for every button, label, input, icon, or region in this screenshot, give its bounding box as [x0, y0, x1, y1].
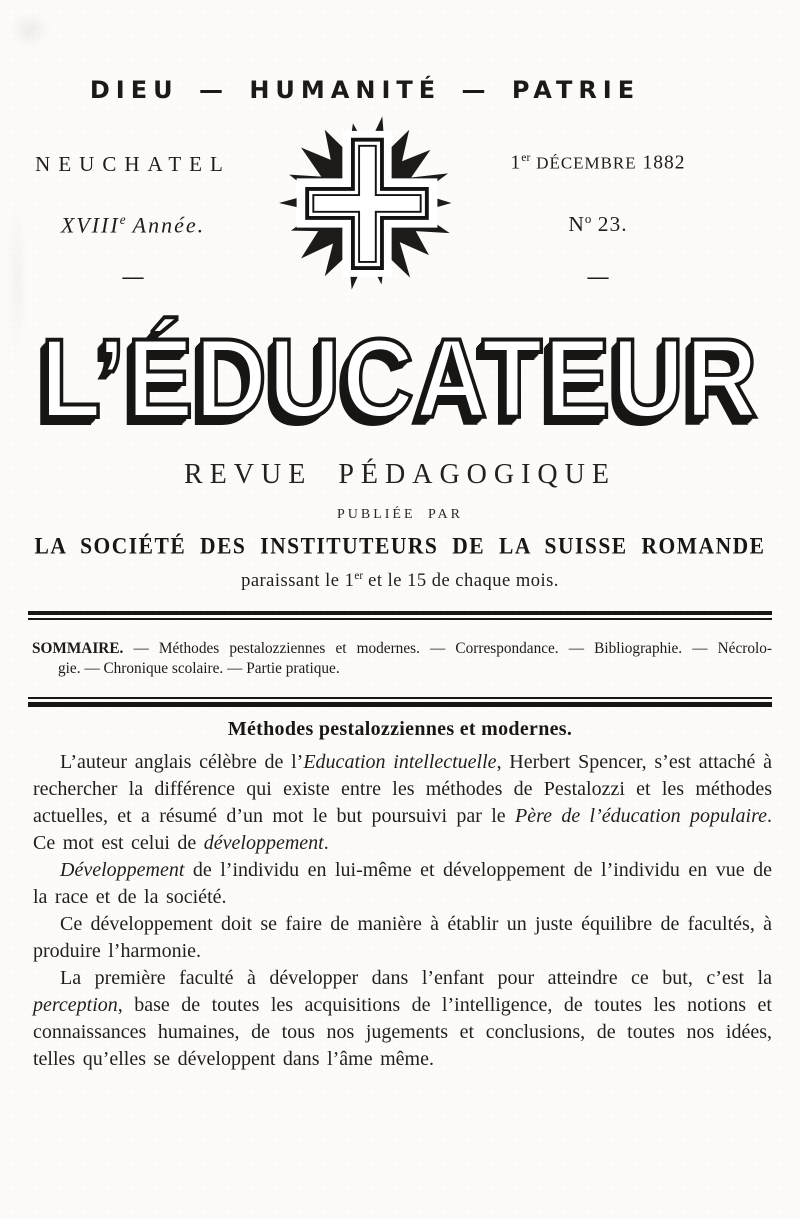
article-heading: Méthodes pestalozziennes et modernes. [227, 718, 573, 740]
article-paragraph: La première faculté à développer dans l’enfant pour atteindre ce but, c’est la perception, base de toutes les acquisitions de l’intelligence, de toutes les notions et connaissances humaines, de tous nos jugements et conclusions, de toutes nos idées, telles qu’elles se développent dans l’âme même. [33, 967, 772, 1070]
issue-number: $N^o$ 23. [568, 212, 628, 237]
motto-line: DIEU — HUMANITÉ — PATRIE [89, 76, 641, 104]
right-dash: — [587, 264, 609, 288]
frequency-line: paraissant le 1er et le 15 de chaque mois. [241, 570, 559, 592]
sommaire-line-1: SOMMAIRE. — Méthodes pestalozziennes et modernes. — Correspondance. — Bibliographie. — Nécrolo- [32, 640, 772, 657]
article-body [33, 749, 772, 1073]
scan-smudge [0, 4, 60, 56]
bottom-rule-thick [28, 702, 772, 707]
issue-date: 1er DÉCEMBRE 1882 [510, 151, 686, 174]
article-paragraph: Ce développement doit se faire de manière à établir un juste équilibre de facultés, à produire l’harmonie. [33, 913, 772, 962]
article-paragraph: L’auteur anglais célèbre de l’Education intellectuelle, Herbert Spencer, s’est attaché à rechercher la différence qui existe entre les méthodes de Pestalozzi et les méthodes actuelles, et a résumé d’un mot le but poursuivi par le Père de l’éducation populaire. Ce mot est celui de développement. [33, 751, 772, 854]
masthead-title: L’ÉDUCATEUR [40, 315, 760, 441]
top-rule-thick [28, 611, 772, 615]
bottom-rule-thin [28, 697, 772, 699]
sommaire-line-2: gie. — Chronique scolaire. — Partie pratique. [58, 659, 340, 677]
masthead-subtitle: REVUE PÉDAGOGIQUE [184, 459, 616, 490]
place-name: NEUCHATEL [35, 152, 231, 176]
swiss-cross-sunburst-icon [279, 114, 455, 292]
top-rule-thin [28, 618, 772, 620]
published-by-line: PUBLIÉE PAR [336, 507, 463, 522]
society-line: LA SOCIÉTÉ DES INSTITUTEURS DE LA SUISSE ROMANDE [34, 533, 766, 559]
left-dash: — [122, 264, 144, 288]
article-paragraph: Développement de l’individu en lui-même et développement de l’individu en vue de la race et de la société. [33, 859, 772, 908]
sommaire-block [32, 639, 772, 678]
year-line: XVIIIe Année. [60, 212, 206, 238]
